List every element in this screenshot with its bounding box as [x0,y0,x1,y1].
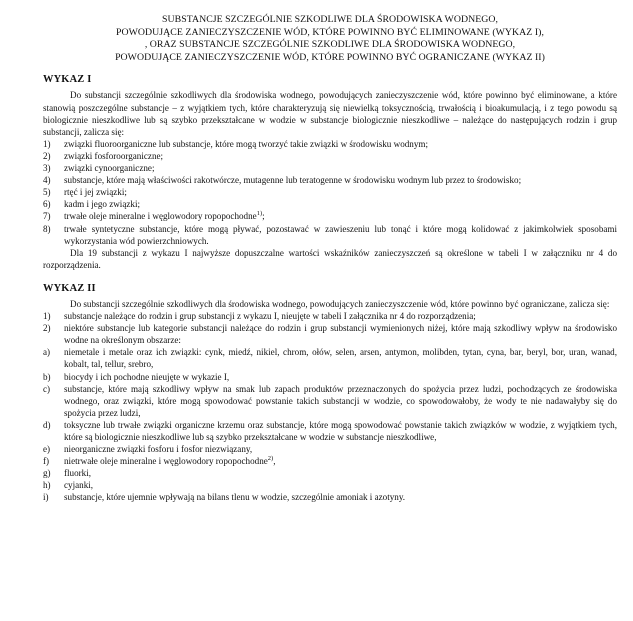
item-text [64,210,617,222]
list-item [43,138,617,150]
list-item [43,150,617,162]
list-item [43,174,617,186]
item-number: 7) [43,211,51,222]
title-line: SUBSTANCJE SZCZEGÓLNIE SZKODLIWE DLA ŚRODOWISKA WODNEGO, [161,14,498,25]
sublist-item [43,467,617,479]
item-text: toksyczne lub trwałe związki organiczne krzemu oraz substancje, które mogą spowodować powstanie takich związków w wodzie, z wyjątkiem tych, które są biologicznie nieszkodliwe lub są szybko przekształcane w wodzie w substancje nieszkodliwe, [64,419,617,442]
item-text: związki cynoorganiczne; [64,163,155,174]
item-number: 8) [43,223,51,234]
item-number: 4) [43,175,51,186]
item-letter: f) [43,456,50,467]
section-heading-wykaz-2: WYKAZ II [43,282,96,294]
item-text: niemetale i metale oraz ich związki: cynk, miedź, nikiel, chrom, ołów, selen, arsen, antymon, molibden, tytan, cyna, bar, beryl, bor, uran, wanad, kobalt, tal, tellur, srebro, [64,347,617,370]
sublist-item [43,491,617,503]
sublist-item [43,419,617,443]
section-intro: Do substancji szczególnie szkodliwych dla środowiska wodnego, powodujących zanieczyszczenie wód, które powinno być ograniczane, zalicza się: [70,298,610,309]
sublist-item [43,479,617,491]
section-heading-wykaz-1: WYKAZ I [43,74,92,86]
item-number: 2) [43,150,51,161]
item-number: 6) [43,199,51,210]
wykaz-2-list [43,310,617,346]
item-text [64,455,617,467]
item-letter: i) [43,492,49,503]
item-number: 5) [43,187,51,198]
list-item [43,210,617,222]
wykaz-2-sublist [43,346,617,503]
item-text-end: , [273,456,276,467]
item-letter: e) [43,444,51,455]
item-letter: h) [43,480,51,491]
item-text: niektóre substancje lub kategorie substancji należące do rodzin i grup substancji wymienionych niżej, które mają szkodliwy wpływ na środowisko wodne na określonym obszarze: [64,323,617,346]
item-text: substancje, które mają właściwości rakotwórcze, mutagenne lub teratogenne w środowisku wodnym lub przez to środowisko; [64,175,522,186]
item-letter: a) [43,347,51,358]
footnote-ref: 1) [256,210,263,218]
item-text: cyjanki, [64,480,94,491]
section-spacer [43,271,617,283]
list-item [43,186,617,198]
item-text: związki fosforoorganiczne; [64,150,164,161]
item-text: trwałe syntetyczne substancje, które mogą pływać, pozostawać w zawieszeniu lub tonąć i które mogą kolidować z jakimkolwiek sposobami wykorzystania wód powierzchniowych. [64,223,617,246]
list-item [43,310,617,322]
item-text: substancje, które mają szkodliwy wpływ na smak lub zapach produktów przeznaczonych do spożycia przez ludzi, pochodzących ze środowiska wodnego, oraz związki, które mogą spowodować powstanie takich substancji w wodzie, co spowodowałoby, że wody te nie nadawałyby się do spożycia przez ludzi, [64,383,617,418]
title-line: , ORAZ SUBSTANCJE SZCZEGÓLNIE SZKODLIWE DLA ŚRODOWISKA WODNEGO, [144,39,516,51]
list-item [43,198,617,210]
item-letter: g) [43,468,51,479]
sublist-item [43,346,617,370]
sublist-item [43,443,617,455]
wykaz-1-list [43,138,617,247]
item-number: 3) [43,163,51,174]
item-text: kadm i jego związki; [64,199,141,210]
item-text: nieorganiczne związki fosforu i fosfor niezwiązany, [64,444,253,455]
item-text: substancje, które ujemnie wpływają na bilans tlenu w wodzie, szczególnie amoniak i azotyny. [64,492,406,503]
document-title [43,14,617,64]
footnote-ref: 2) [267,455,274,463]
item-text: rtęć i jej związki; [64,187,127,198]
item-text-main: trwałe oleje mineralne i węglowodory ropopochodne [64,211,257,222]
item-text: fluorki, [64,468,92,479]
sublist-item [43,371,617,383]
item-number: 2) [43,323,51,334]
item-number: 1) [43,138,51,149]
item-text-end: ; [262,211,265,222]
sublist-item [43,455,617,467]
list-item [43,162,617,174]
item-text: związki fluoroorganiczne lub substancje, które mogą tworzyć takie związki w środowisku wodnym; [64,138,428,149]
item-number: 1) [43,311,51,322]
item-text-main: nietrwałe oleje mineralne i węglowodory ropopochodne [64,456,268,467]
item-text: substancje należące do rodzin i grup substancji z wykazu I, nieujęte w tabeli I załącznika nr 4 do rozporządzenia; [64,311,476,322]
title-line: POWODUJĄCE ZANIECZYSZCZENIE WÓD, KTÓRE POWINNO BYĆ ELIMINOWANE (WYKAZ I), [116,26,544,38]
item-letter: d) [43,419,51,430]
item-text: biocydy i ich pochodne nieujęte w wykazie I, [64,371,230,382]
title-line: POWODUJĄCE ZANIECZYSZCZENIE WÓD, KTÓRE POWINNO BYĆ OGRANICZANE (WYKAZ II) [115,51,545,63]
item-letter: b) [43,371,51,382]
sublist-item [43,383,617,419]
item-letter: c) [43,383,51,394]
list-item [43,223,617,247]
section-intro: Do substancji szczególnie szkodliwych dla środowiska wodnego, powodujących zanieczyszczenie wód, które powinno być eliminowane, a które stanowią poszczególne substancje – z wyjątkiem tych, które charakteryzują się niewielką toksycznością, trwałością i bioakumulacją, i z tego powodu są biologicznie nieszkodliwe lub są szybko przekształcane w wodzie w substancje biologicznie nieszkodliwe – należące do następujących rodzin i grup substancji, zalicza się: [43,90,617,137]
section-closing: Dla 19 substancji z wykazu I najwyższe dopuszczalne wartości wskaźników zanieczyszczeń są określone w tabeli I w załączniku nr 4 do rozporządzenia. [43,247,617,270]
list-item [43,322,617,346]
